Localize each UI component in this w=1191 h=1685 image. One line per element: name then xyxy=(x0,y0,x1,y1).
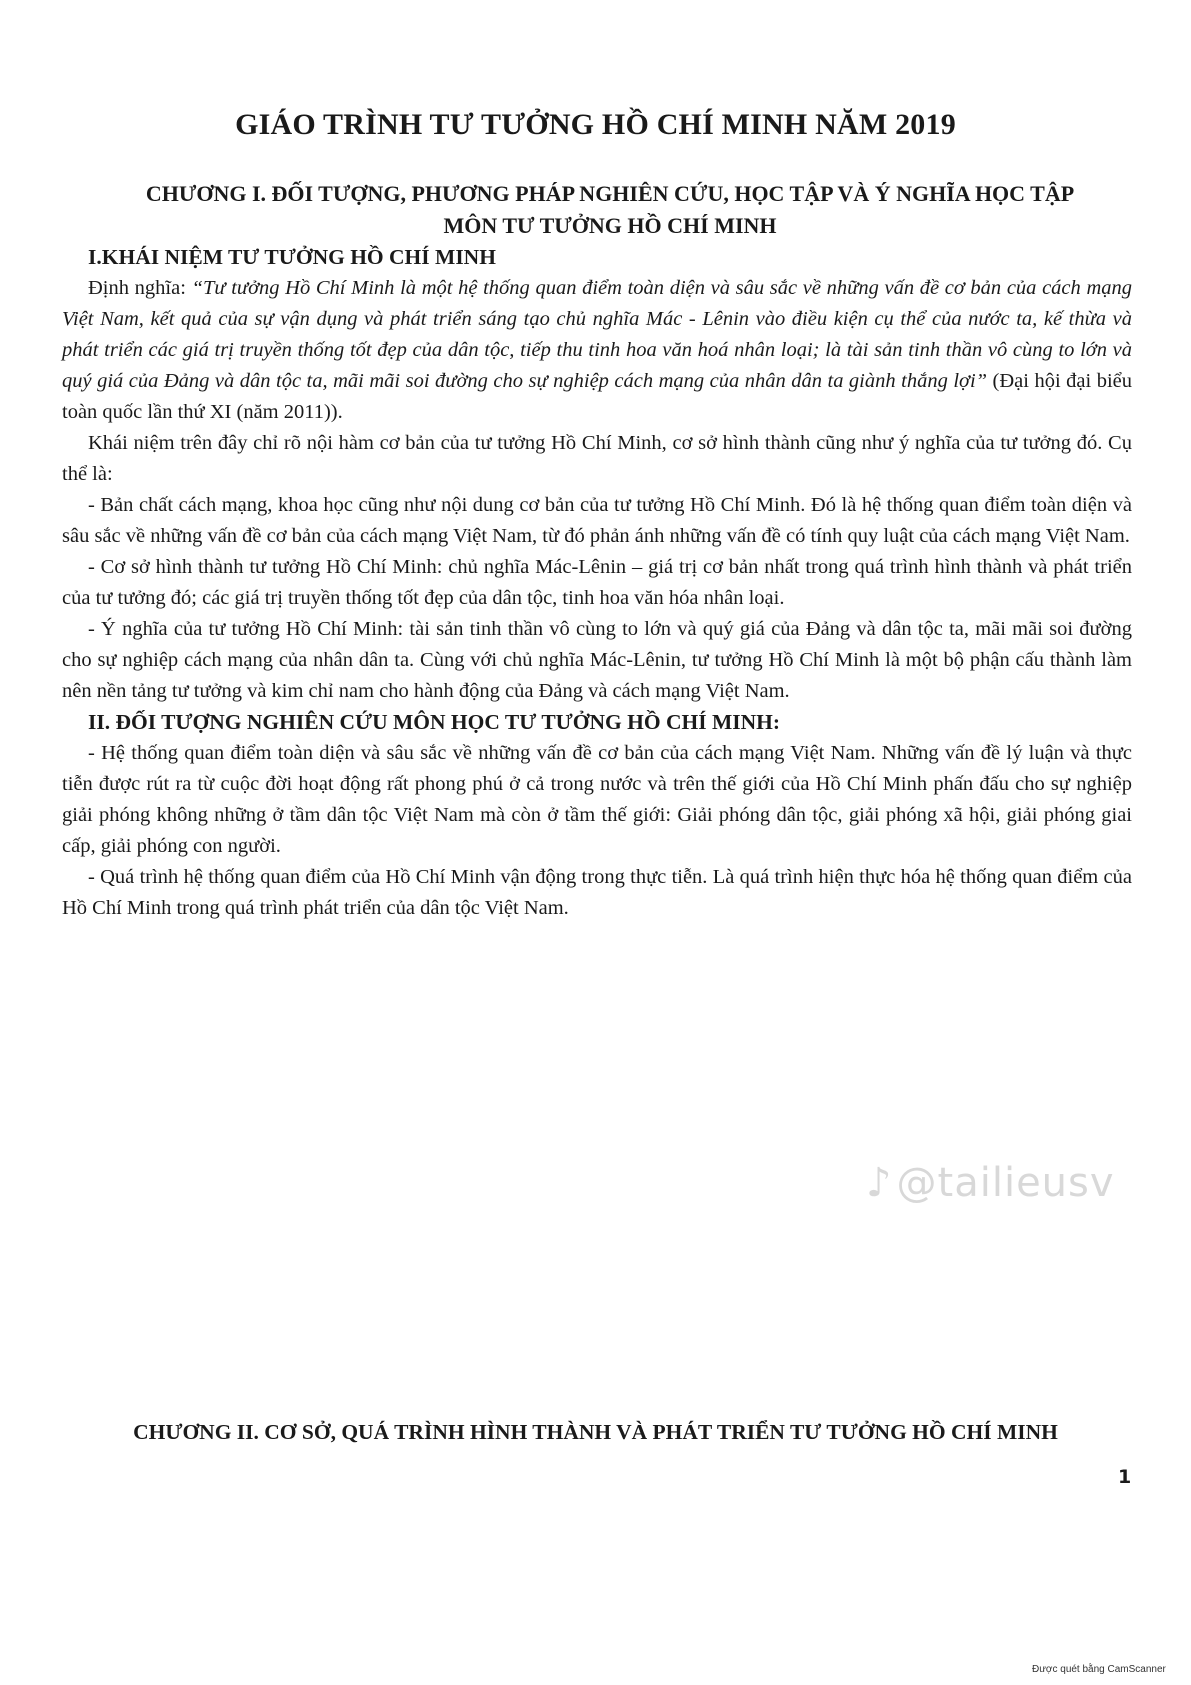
chapter-1-heading xyxy=(120,178,1100,242)
definition-label: Định nghĩa: xyxy=(88,277,192,299)
section-2-bullet-1: - Hệ thống quan điểm toàn diện và sâu sắc về những vấn đề cơ bản của cách mạng Việt Nam. Những vấn đề lý luận và thực tiễn được rút ra từ cuộc đời hoạt động rất phong phú ở cả trong nước và trên thế giới của Hồ Chí Minh phấn đấu cho sự nghiệp giải phóng không những ở tầm dân tộc Việt Nam mà còn ở tầm thế giới: Giải phóng dân tộc, giải phóng xã hội, giải phóng giai cấp, giải phóng con người. xyxy=(62,742,1132,857)
section-1-bullet-3: - Ý nghĩa của tư tưởng Hồ Chí Minh: tài sản tinh thần vô cùng to lớn và quý giá của Đảng và dân tộc ta, mãi mãi soi đường cho sự nghiệp cách mạng của nhân dân ta. Cùng với chủ nghĩa Mác-Lênin, tư tưởng Hồ Chí Minh là một bộ phận cấu thành làm nên nền tảng tư tưởng và kim chỉ nam cho hành động của Đảng và cách mạng Việt Nam. xyxy=(62,618,1132,702)
section-1-bullet-2: - Cơ sở hình thành tư tưởng Hồ Chí Minh: chủ nghĩa Mác-Lênin – giá trị cơ bản nhất trong quá trình hình thành và phát triển của tư tưởng đó; các giá trị truyền thống tốt đẹp của dân tộc, tinh hoa văn hóa nhân loại. xyxy=(62,556,1132,609)
document-title: GIÁO TRÌNH TƯ TƯỞNG HỒ CHÍ MINH NĂM 2019 xyxy=(235,108,956,141)
chapter-1-heading-line1: CHƯƠNG I. ĐỐI TƯỢNG, PHƯƠNG PHÁP NGHIÊN CỨU, HỌC TẬP VÀ Ý NGHĨA HỌC TẬP xyxy=(145,181,1075,206)
section-2-heading: II. ĐỐI TƯỢNG NGHIÊN CỨU MÔN HỌC TƯ TƯỞNG HỒ CHÍ MINH: xyxy=(88,710,781,734)
document-body xyxy=(62,242,1132,924)
section-1-heading: I.KHÁI NIỆM TƯ TƯỞNG HỒ CHÍ MINH xyxy=(88,245,496,269)
definition-paragraph xyxy=(62,273,1132,428)
definition-source: (Đại hội đại biểu toàn quốc lần thứ XI (năm 2011)). xyxy=(62,370,1132,423)
section-1-bullet-1: - Bản chất cách mạng, khoa học cũng như nội dung cơ bản của tư tưởng Hồ Chí Minh. Đó là hệ thống quan điểm toàn diện và sâu sắc về những vấn đề cơ bản của cách mạng Việt Nam, từ đó phản ánh những vấn đề có tính quy luật của cách mạng Việt Nam. xyxy=(62,494,1132,547)
scanner-footer-note: Được quét bằng CamScanner xyxy=(1032,1664,1166,1675)
tiktok-note-icon: ♪ xyxy=(866,1160,893,1206)
definition-quote: “Tư tưởng Hồ Chí Minh là một hệ thống quan điểm toàn diện và sâu sắc về những vấn đề cơ bản của cách mạng Việt Nam, kết quả của sự vận dụng và phát triển sáng tạo chủ nghĩa Mác - Lênin vào điều kiện cụ thể của nước ta, kế thừa và phát triển các giá trị truyền thống tốt đẹp của dân tộc, tiếp thu tinh hoa văn hoá nhân loại; là tài sản tinh thần vô cùng to lớn và quý giá của Đảng và dân tộc ta, mãi mãi soi đường cho sự nghiệp cách mạng của nhân dân ta giành thắng lợi” xyxy=(62,277,1132,392)
chapter-2-heading: CHƯƠNG II. CƠ SỞ, QUÁ TRÌNH HÌNH THÀNH VÀ PHÁT TRIỂN TƯ TƯỞNG HỒ CHÍ MINH xyxy=(133,1420,1058,1444)
page-number: 1 xyxy=(1118,1466,1132,1488)
watermark xyxy=(866,1160,1115,1206)
chapter-1-heading-line2: MÔN TƯ TƯỞNG HỒ CHÍ MINH xyxy=(443,213,777,238)
intro-paragraph: Khái niệm trên đây chỉ rõ nội hàm cơ bản của tư tưởng Hồ Chí Minh, cơ sở hình thành cũng như ý nghĩa của tư tưởng đó. Cụ thể là: xyxy=(62,432,1132,485)
watermark-text: @tailieusv xyxy=(896,1160,1115,1206)
section-2-bullet-2: - Quá trình hệ thống quan điểm của Hồ Chí Minh vận động trong thực tiễn. Là quá trình hiện thực hóa hệ thống quan điểm của Hồ Chí Minh trong quá trình phát triển của dân tộc Việt Nam. xyxy=(62,866,1132,919)
